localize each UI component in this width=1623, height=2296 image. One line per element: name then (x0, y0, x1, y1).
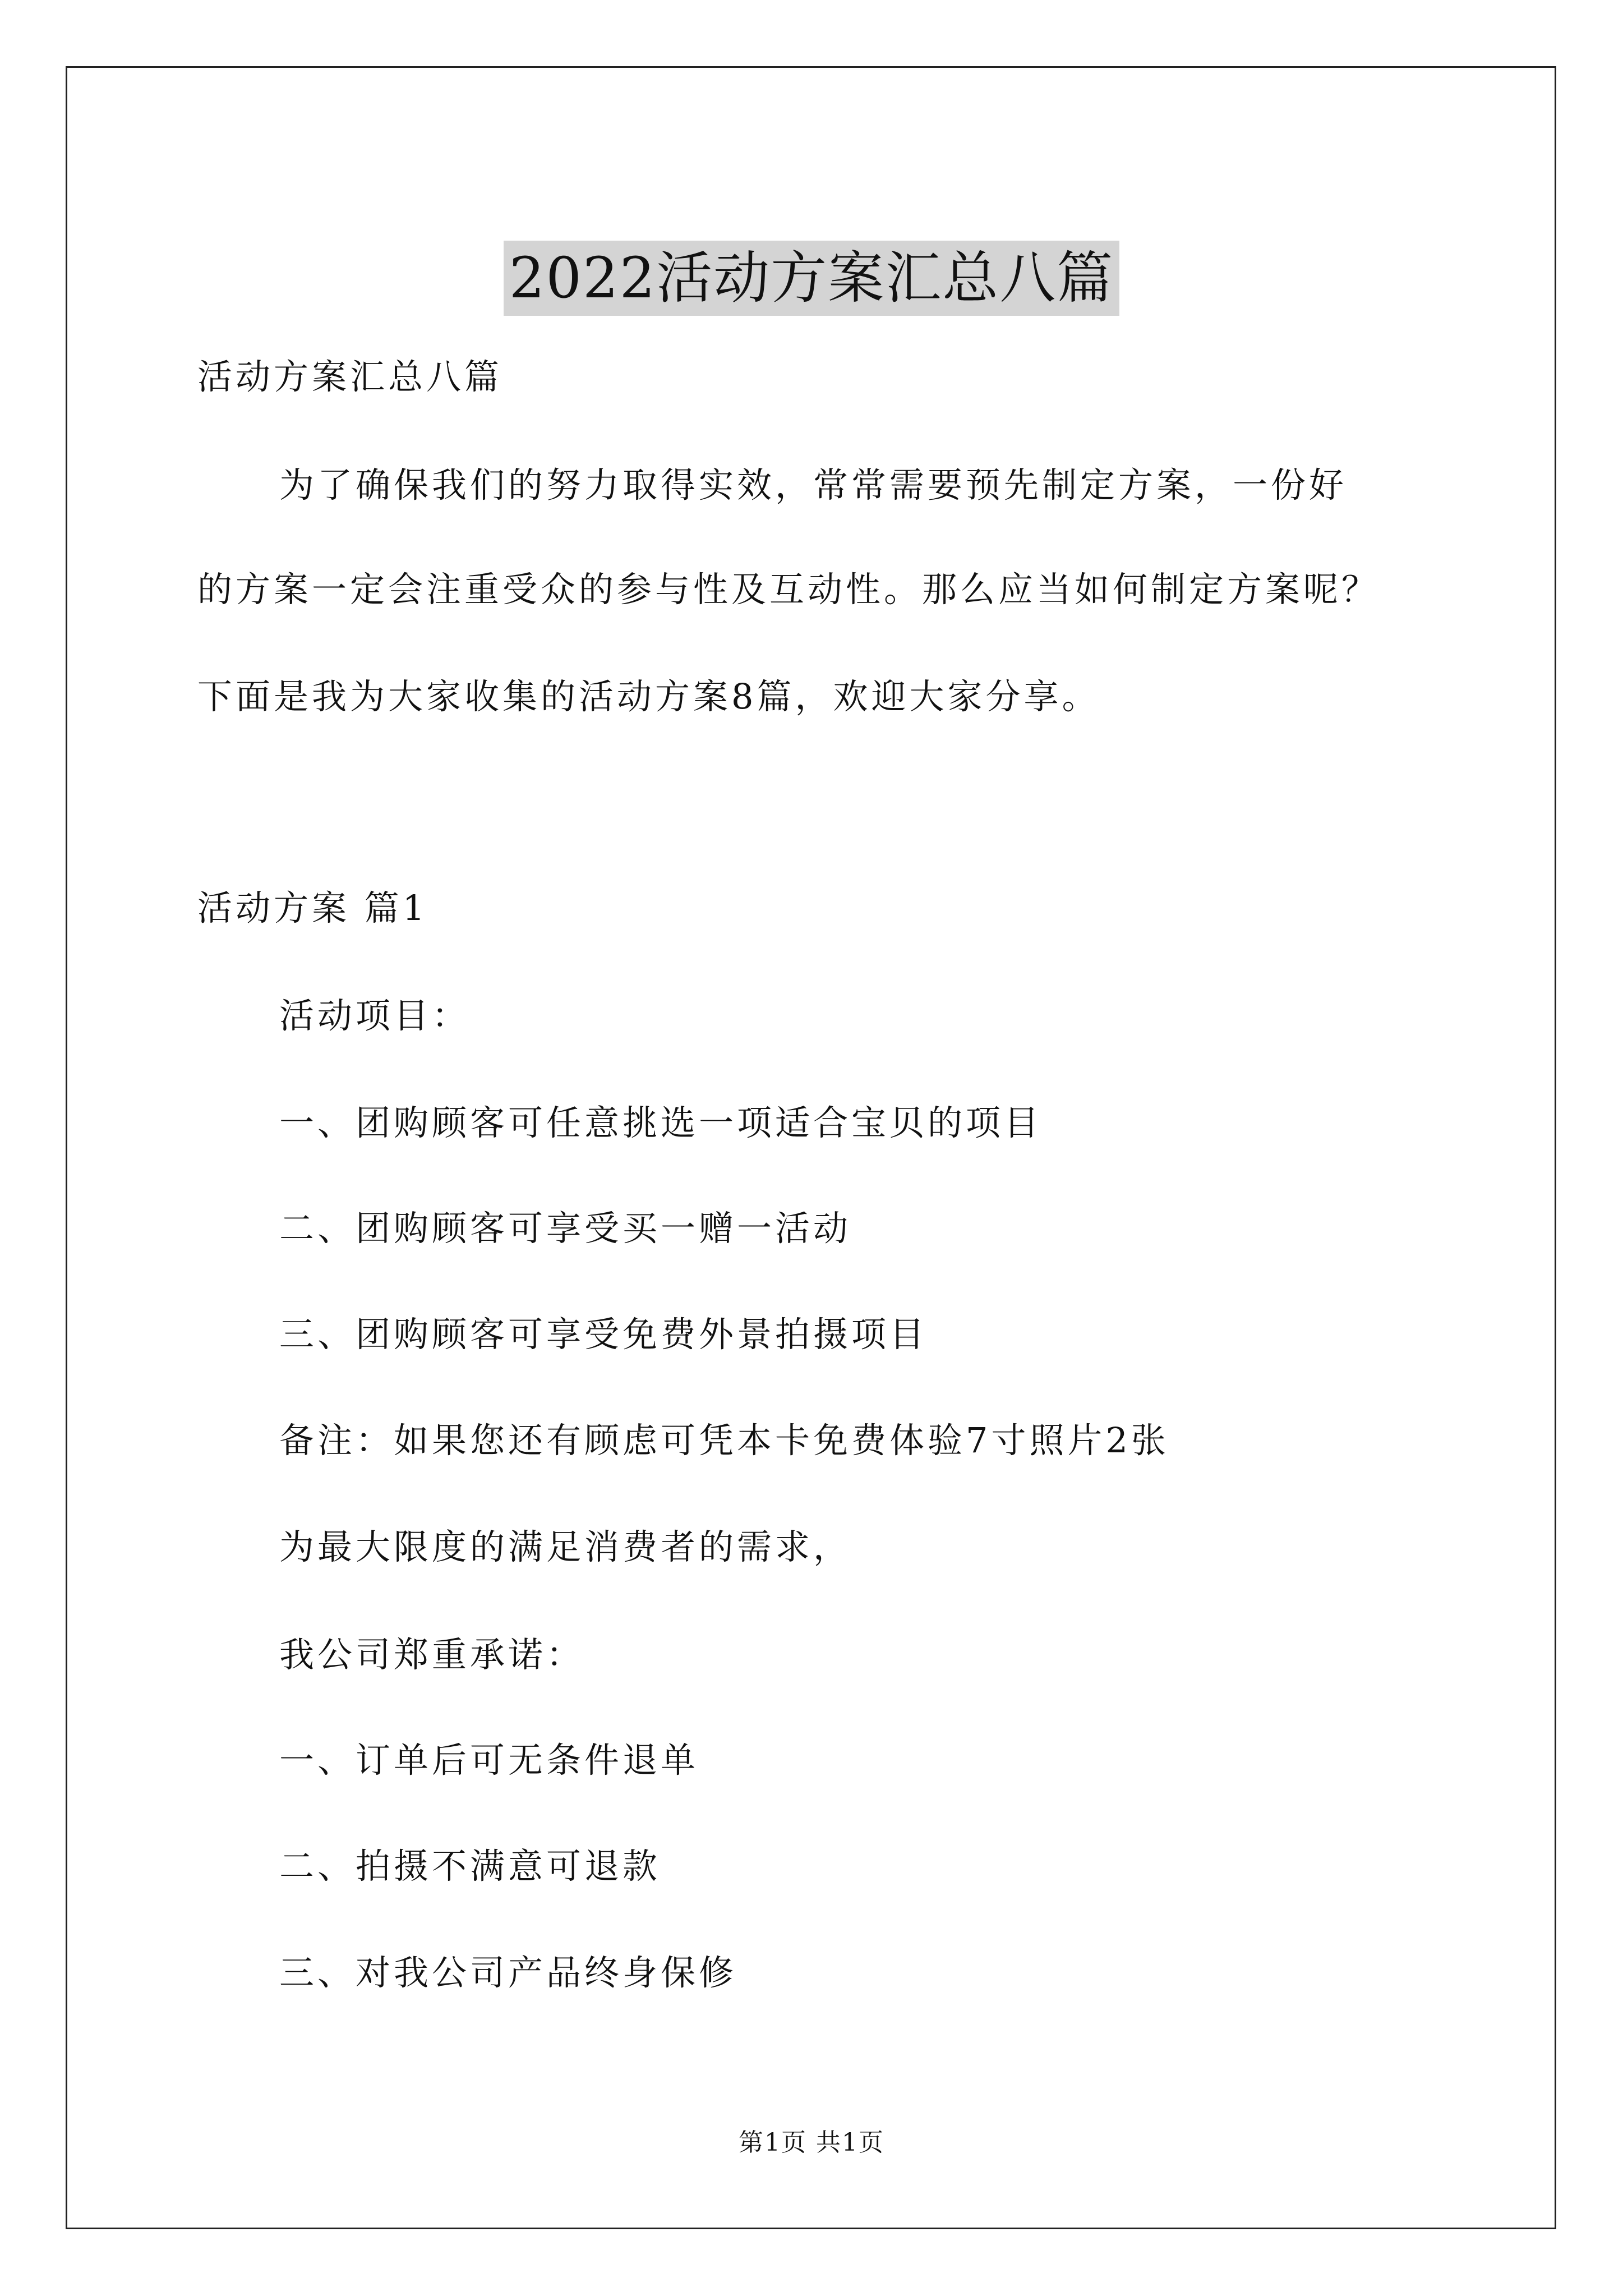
section-line: 为最大限度的满足消费者的需求， (279, 1526, 852, 1567)
section-line: 三、对我公司产品终身保修 (279, 1952, 737, 1993)
section-heading: 活动方案 篇1 (197, 887, 428, 928)
document-subtitle: 活动方案汇总八篇 (197, 356, 503, 397)
section-line: 我公司郑重承诺： (279, 1634, 585, 1675)
page-footer: 第1页 共1页 (739, 2128, 884, 2157)
section-line: 三、团购顾客可享受免费外景拍摄项目 (279, 1314, 928, 1355)
section-line: 一、订单后可无条件退单 (279, 1740, 699, 1780)
title-container (0, 203, 1623, 353)
intro-line: 的方案一定会注重受众的参与性及互动性。那么应当如何制定方案呢？ (197, 569, 1380, 610)
intro-line: 为了确保我们的努力取得实效，常常需要预先制定方案，一份好 (279, 464, 1348, 505)
document-title: 2022活动方案汇总八篇 (504, 241, 1120, 316)
section-line: 二、团购顾客可享受买一赠一活动 (279, 1208, 852, 1249)
section-line: 二、拍摄不满意可退款 (279, 1846, 661, 1887)
section-line: 活动项目： (279, 995, 471, 1036)
intro-line: 下面是我为大家收集的活动方案8篇，欢迎大家分享。 (197, 676, 1100, 717)
section-line: 备注：如果您还有顾虑可凭本卡免费体验7寸照片2张 (279, 1420, 1169, 1461)
section-line: 一、团购顾客可任意挑选一项适合宝贝的项目 (279, 1102, 1043, 1143)
